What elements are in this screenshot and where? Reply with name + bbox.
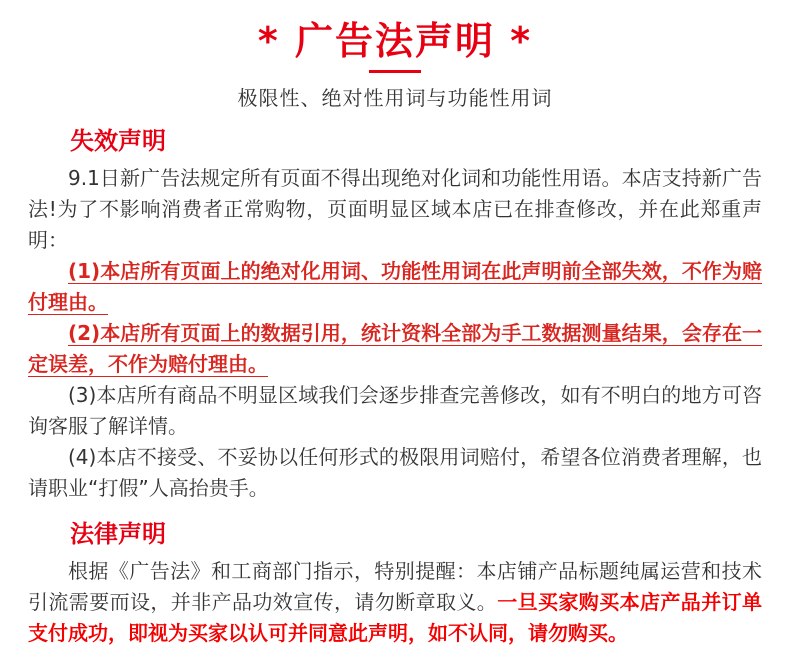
- legal-text-red: 一旦买家购买本店产品并订单支付成功，即视为买家以认可并同意此声明，如不认同，请勿购买。: [28, 590, 763, 645]
- section-heading-invalidation: 失效声明: [70, 127, 166, 155]
- clause-1: (1)本店所有页面上的绝对化用词、功能性用词在此声明前全部失效，不作为赔付理由。: [28, 259, 762, 314]
- page-subtitle: 极限性、绝对性用词与功能性用词: [237, 86, 553, 110]
- clause-3: (3)本店所有商品不明显区域我们会逐步排查完善修改，如有不明白的地方可咨询客服了解详情。: [28, 383, 762, 438]
- section-heading-legal: 法律声明: [70, 520, 166, 548]
- legal-paragraph: [28, 556, 762, 649]
- page-title: * 广告法声明 *: [257, 19, 533, 63]
- intro-paragraph: 9.1日新广告法规定所有页面不得出现绝对化词和功能性用语。本店支持新广告法!为了不影响消费者正常购物，页面明显区域本店已在排查修改，并在此郑重声明：: [28, 166, 762, 252]
- title-underline: [369, 70, 421, 73]
- clause-2: (2)本店所有页面上的数据引用，统计资料全部为手工数据测量结果，会存在一定误差，不作为赔付理由。: [28, 321, 762, 376]
- clause-4: (4)本店不接受、不妥协以任何形式的极限用词赔付，希望各位消费者理解，也请职业“打假”人高抬贵手。: [28, 445, 762, 500]
- page-header: [0, 0, 790, 111]
- legal-text-black: 根据《广告法》和工商部门指示，特别提醒：本店铺产品标题纯属运营和技术引流需要而设，并非产品功效宣传，请勿断章取义。: [28, 559, 762, 614]
- declaration-content: [0, 128, 790, 649]
